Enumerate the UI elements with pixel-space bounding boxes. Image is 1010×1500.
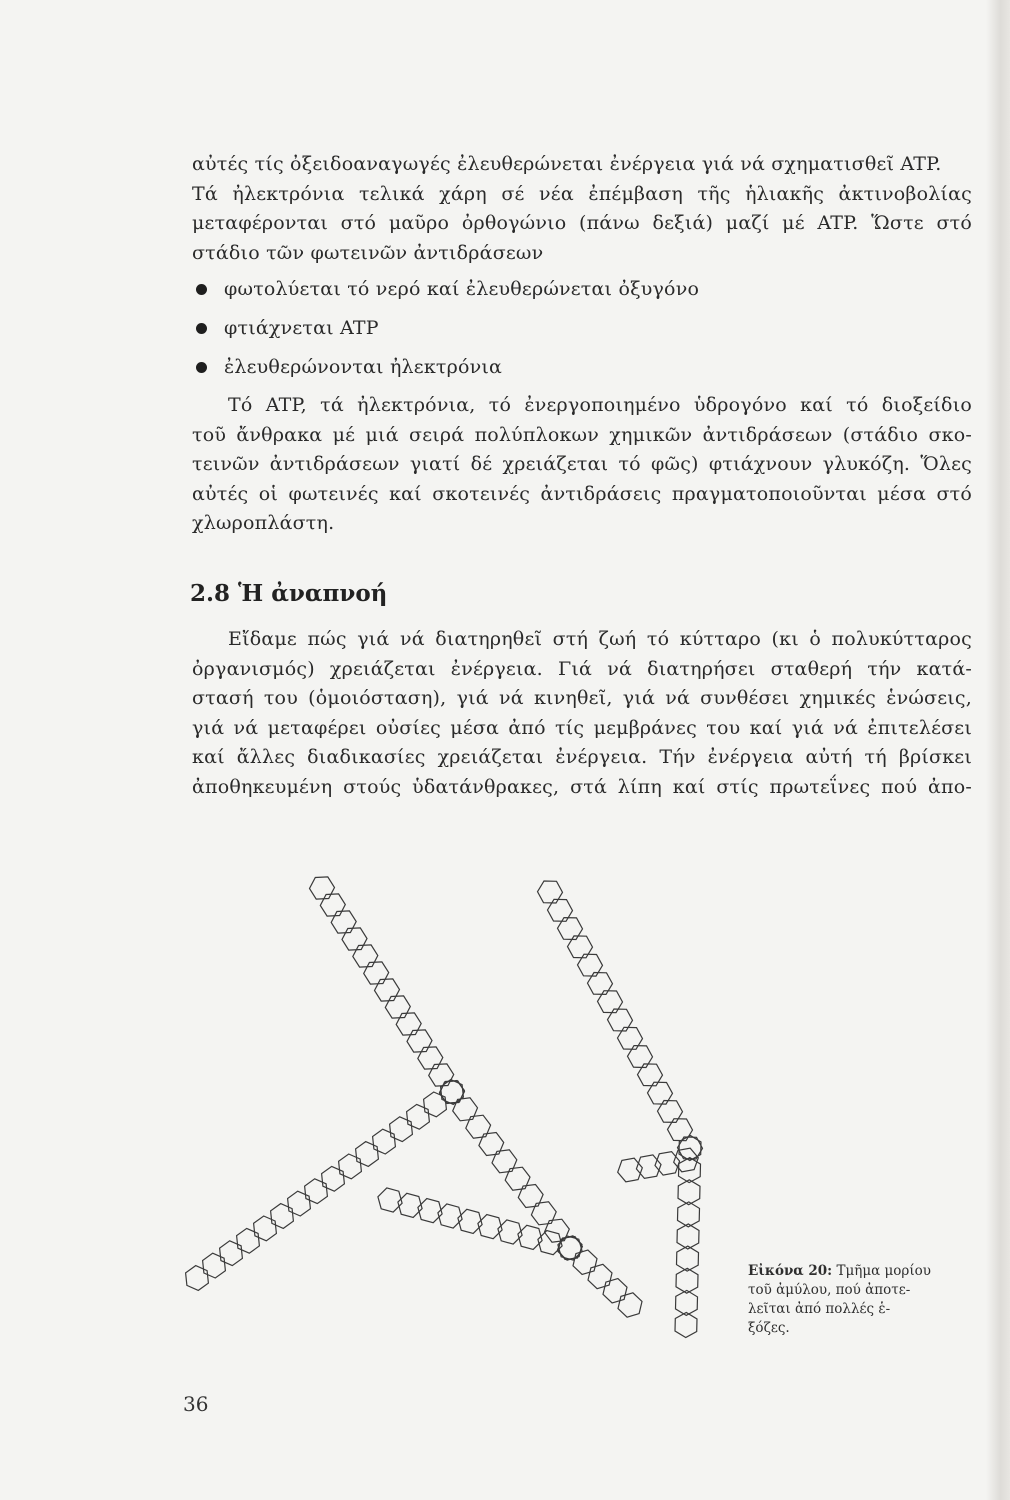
hexose-ring-icon bbox=[356, 1142, 379, 1167]
hexose-ring-icon bbox=[375, 979, 400, 1001]
hexose-ring-icon bbox=[364, 962, 389, 984]
hexose-ring-icon bbox=[396, 1013, 421, 1035]
paragraph-1-line: στάδιο τῶν φωτεινῶν ἀντιδράσεων bbox=[192, 241, 544, 264]
hexose-ring-icon bbox=[479, 1133, 504, 1156]
paragraph-1-line: Τά ἠλεκτρόνια τελικά χάρη σέ νέα ἐπέμβαση τῆς ἡλιακῆς ἀκτινοβολίας bbox=[192, 182, 972, 205]
hexose-ring-icon bbox=[305, 1179, 328, 1204]
hexose-ring-icon bbox=[453, 1098, 478, 1121]
hexose-ring-icon bbox=[675, 1313, 697, 1338]
figure-caption-text: ξόζες. bbox=[748, 1320, 790, 1336]
hexose-ring-icon bbox=[429, 1064, 454, 1086]
hexose-ring-icon bbox=[588, 1264, 612, 1288]
figure-caption bbox=[748, 1262, 976, 1338]
hexose-ring-icon bbox=[466, 1115, 491, 1138]
hexose-ring-icon bbox=[378, 1188, 402, 1212]
hexose-ring-icon bbox=[518, 1225, 542, 1249]
paragraph-3-line: Εἴδαμε πώς γιά νά διατηρηθεῖ στή ζωή τό κύτταρο (κι ὁ πολυκύτταρος bbox=[228, 628, 972, 650]
bullet-text: φτιάχνεται ATP bbox=[224, 317, 379, 339]
hexose-ring-icon bbox=[254, 1216, 277, 1241]
hexose-ring-icon bbox=[390, 1117, 413, 1142]
hexose-ring-icon bbox=[373, 1129, 396, 1154]
paragraph-2-line: τεινῶν ἀντιδράσεων γιατί δέ χρειάζεται τό φῶς) φτιάχνουν γλυκόζη. Ὅλες bbox=[192, 453, 972, 475]
paragraph-2-line: τοῦ ἄνθρακα μέ μιά σειρά πολύπλοκων χημικῶν ἀντιδράσεων (στάδιο σκο- bbox=[192, 423, 972, 446]
hexose-ring-icon bbox=[531, 1202, 556, 1225]
hexose-ring-icon bbox=[203, 1253, 226, 1278]
hexose-ring-icon bbox=[678, 1180, 700, 1205]
hexose-ring-icon bbox=[678, 1202, 700, 1227]
hexose-ring-icon bbox=[418, 1047, 443, 1069]
hexose-ring-icon bbox=[603, 1279, 627, 1303]
hexose-ring-icon bbox=[271, 1204, 294, 1229]
hexose-ring-icon bbox=[353, 945, 378, 967]
figure-caption-text: λεῖται ἀπό πολλές ἑ- bbox=[748, 1301, 891, 1317]
paragraph-2-line: αὐτές οἱ φωτεινές καί σκοτεινές ἀντιδράσεις πραγματοποιοῦνται μέσα στό bbox=[192, 482, 972, 505]
hexose-ring-icon bbox=[492, 1150, 517, 1173]
hexose-ring-icon bbox=[339, 1154, 362, 1179]
bullet-text: φωτολύεται τό νερό καί ἐλευθερώνεται ὀξυγόνο bbox=[224, 278, 700, 300]
hexose-ring-icon bbox=[676, 1268, 698, 1293]
hexose-ring-icon bbox=[438, 1204, 462, 1228]
paragraph-2-line: Τό ATP, τά ἠλεκτρόνια, τό ἐνεργοποιημένο ὑδρογόνο καί τό διοξείδιο bbox=[228, 394, 972, 416]
figure-caption-text: τοῦ ἀμύλου, πού ἀποτε- bbox=[748, 1282, 911, 1298]
bullet-text: ἐλευθερώνονται ἠλεκτρόνια bbox=[224, 356, 503, 378]
hexose-ring-icon bbox=[331, 911, 356, 933]
hexose-ring-icon bbox=[288, 1191, 311, 1216]
hexose-ring-icon bbox=[385, 996, 410, 1018]
hexose-ring-icon bbox=[407, 1030, 432, 1052]
section-heading: 2.8 Ἡ ἀναπνοή bbox=[190, 580, 388, 607]
hexose-ring-icon bbox=[677, 1246, 699, 1271]
hexose-ring-icon bbox=[220, 1241, 243, 1266]
hexose-ring-icon bbox=[458, 1209, 482, 1233]
page-number: 36 bbox=[183, 1392, 209, 1416]
hexose-ring-icon bbox=[676, 1290, 698, 1315]
hexose-ring-icon bbox=[424, 1092, 447, 1117]
hexose-ring-icon bbox=[418, 1199, 442, 1223]
hexose-ring-icon bbox=[478, 1215, 502, 1239]
paragraph-1-line: μεταφέρονται στό μαῦρο ὀρθογώνιο (πάνω δεξιά) μαζί μέ ATP. Ὥστε στό bbox=[192, 212, 972, 234]
hexose-ring-icon bbox=[573, 1250, 597, 1274]
figure-caption-text: Τμῆμα μορίου bbox=[836, 1263, 931, 1279]
hexose-ring-icon bbox=[505, 1167, 530, 1190]
figure-caption-label: Εἰκόνα 20: bbox=[748, 1263, 833, 1279]
hexose-ring-icon bbox=[677, 1224, 699, 1249]
hexose-ring-icon bbox=[186, 1266, 209, 1291]
hexose-ring-icon bbox=[407, 1104, 430, 1129]
paragraph-3-line: γιά νά μεταφέρει οὐσίες μέσα ἀπό τίς μεμβράνες του καί γιά νά ἐπιτελέσει bbox=[192, 716, 972, 739]
paragraph-3-line: στασή του (ὁμοιόσταση), γιά νά κινηθεῖ, γιά νά συνθέσει χημικές ἑνώσεις, bbox=[192, 687, 972, 709]
hexose-ring-icon bbox=[398, 1193, 422, 1217]
paragraph-3-line: ὀργανισμός) χρειάζεται ἐνέργεια. Γιά νά διατηρήσει σταθερή τήν κατά- bbox=[192, 657, 972, 680]
hexose-ring-icon bbox=[342, 928, 367, 950]
hexose-ring-icon bbox=[518, 1185, 543, 1208]
hexose-ring-icon bbox=[618, 1293, 642, 1317]
hexose-ring-icon bbox=[322, 1166, 345, 1191]
hexose-ring-icon bbox=[498, 1220, 522, 1244]
paragraph-2-line: χλωροπλάστη. bbox=[192, 512, 335, 534]
paragraph-1-line: αὐτές τίς ὀξειδοαναγωγές ἐλευθερώνεται ἐνέργεια γιά νά σχηματισθεῖ ATP. bbox=[192, 153, 942, 175]
hexose-ring-icon bbox=[310, 877, 335, 899]
hexose-ring-icon bbox=[320, 894, 345, 916]
paragraph-3-line: ἀποθηκευμένη στούς ὑδατάνθρακες, στά λίπη καί στίς πρωτεΐνες πού ἀπο- bbox=[192, 775, 972, 798]
hexose-ring-icon bbox=[237, 1228, 260, 1253]
paragraph-3-line: καί ἄλλες διαδικασίες χρειάζεται ἐνέργεια. Τήν ἐνέργεια αὐτή τή βρίσκει bbox=[192, 746, 972, 768]
